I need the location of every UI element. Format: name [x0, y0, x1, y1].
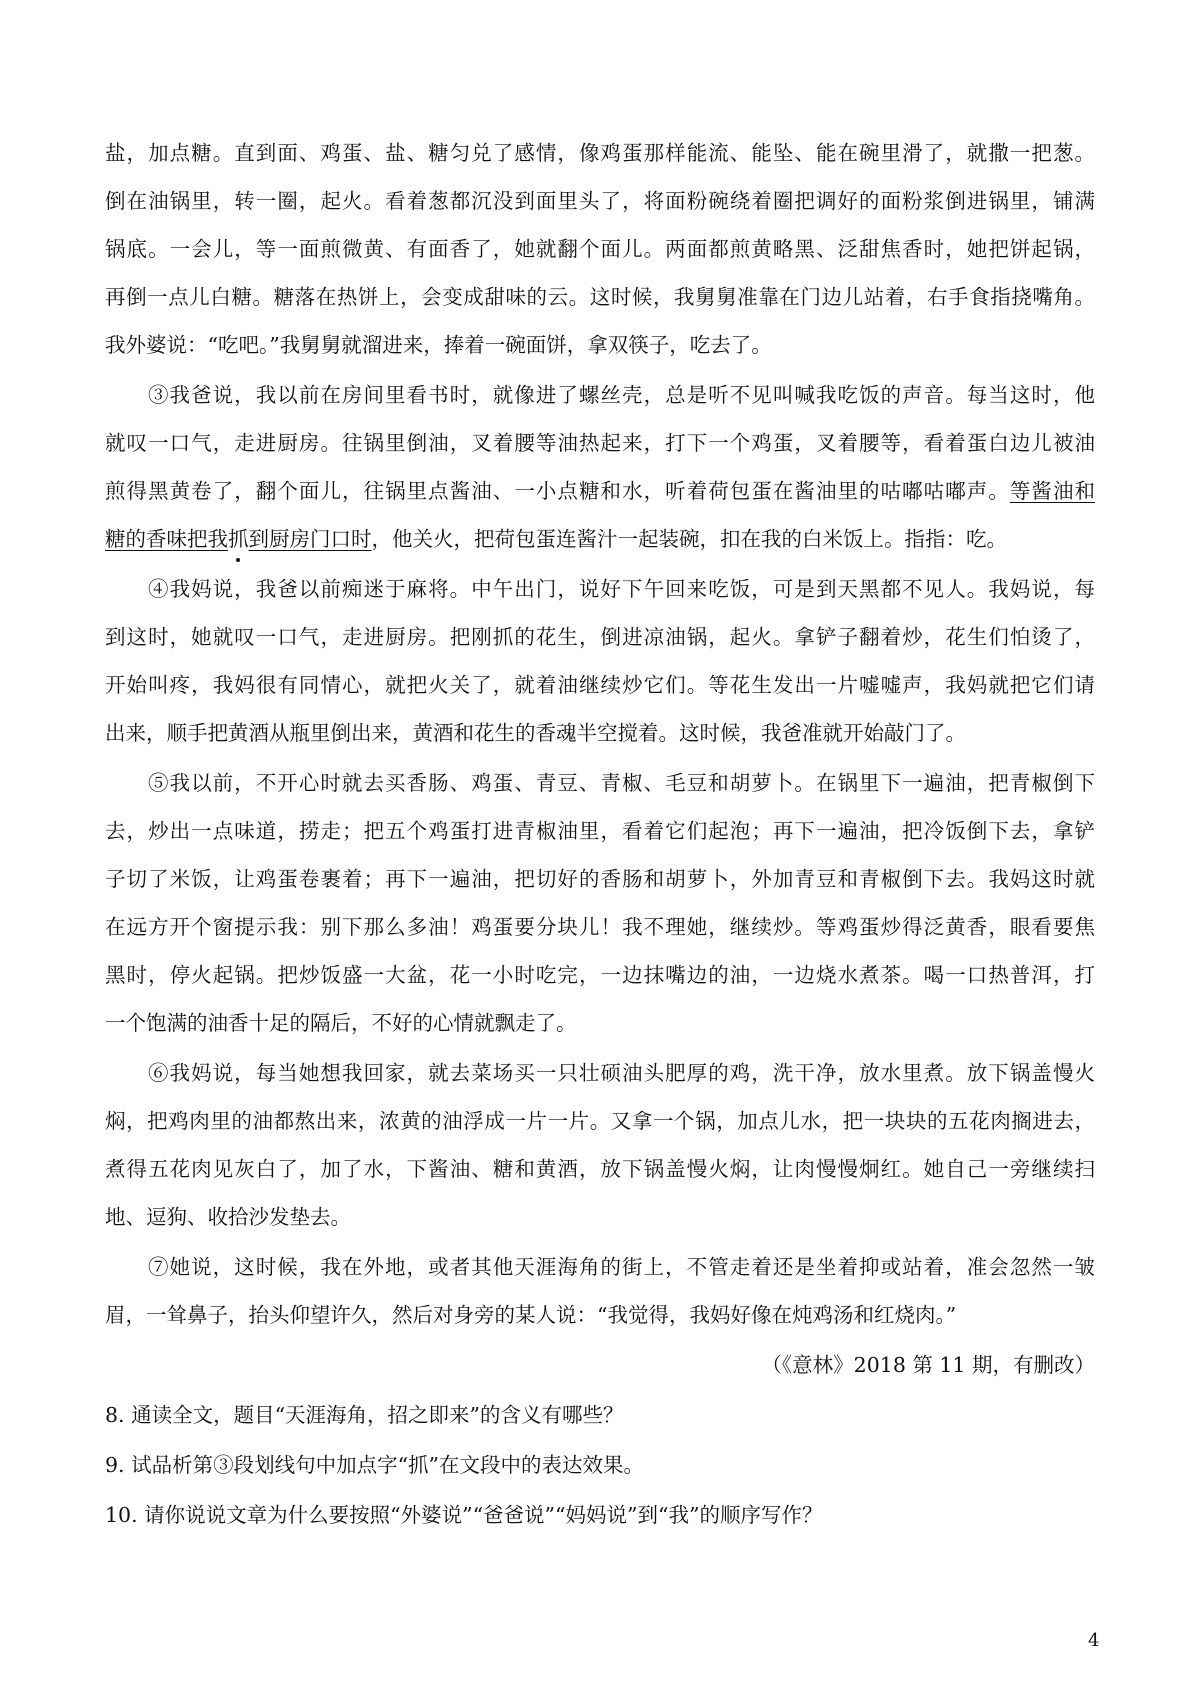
p4-line-4: 出来，顺手把黄酒从瓶里倒出来，黄酒和花生的香魂半空搅着。这时候，我爸准就开始敲门了。 — [105, 721, 966, 745]
p5-line-6: 一个饱满的油香十足的隔后，不好的心情就飘走了。 — [105, 1011, 577, 1035]
p3-line-3 — [105, 477, 1095, 505]
p4-line-1: ④我妈说，我爸以前痴迷于麻将。中午出门，说好下午回来吃饭，可是到天黑都不见人。我妈说，每 — [148, 577, 1095, 601]
p6-line-2: 焖，把鸡肉里的油都熬出来，浓黄的油浮成一片一片。又拿一个锅，加点儿水，把一块块的五花肉搁进去， — [105, 1109, 1095, 1133]
p5-line-5: 黑时，停火起锅。把炒饭盛一大盆，花一小时吃完，一边抹嘴边的油，一边烧水煮茶。喝一口热普洱，打 — [105, 963, 1095, 987]
p7-line-1: ⑦她说，这时候，我在外地，或者其他天涯海角的街上，不管走着还是坐着抑或站着，准会忽然一皱 — [148, 1255, 1095, 1279]
p6-line-1: ⑥我妈说，每当她想我回家，就去菜场买一只壮硕油头肥厚的鸡，洗干净，放水里煮。放下锅盖慢火 — [148, 1061, 1095, 1085]
p7-line-2: 眉，一耸鼻子，抬头仰望许久，然后对身旁的某人说：“我觉得，我妈好像在炖鸡汤和红烧肉。” — [105, 1303, 957, 1327]
p2-line-4: 再倒一点儿白糖。糖落在热饼上，会变成甜味的云。这时候，我舅舅准靠在门边儿站着，右手食指挠嘴角。 — [105, 285, 1095, 309]
p6-line-3: 煮得五花肉见灰白了，加了水，下酱油、糖和黄酒，放下锅盖慢火焖，让肉慢慢炯红。她自己一旁继续扫 — [105, 1157, 1095, 1181]
p6-line-4: 地、逗狗、收拾沙发垫去。 — [105, 1205, 351, 1229]
p5-line-3: 子切了米饭，让鸡蛋卷裹着；再下一遍油，把切好的香肠和胡萝卜，外加青豆和青椒倒下去。我妈这时就 — [105, 867, 1095, 891]
p2-line-2: 倒在油锅里，转一圈，起火。看着葱都沉没到面里头了，将面粉碗绕着圈把调好的面粉浆倒进锅里，铺满 — [105, 189, 1095, 213]
underlined-sentence-start: 等酱油和 — [1009, 479, 1096, 503]
p3-line-1: ③我爸说，我以前在房间里看书时，就像进了螺丝壳，总是听不见叫喊我吃饭的声音。每当这时，他 — [148, 383, 1095, 407]
p2-line-1: 盐，加点糖。直到面、鸡蛋、盐、糖匀兑了感情，像鸡蛋那样能流、能坠、能在碗里滑了，就撒一把葱。 — [105, 141, 1095, 165]
underlined-part-a: 糖的香味把我 — [105, 527, 228, 551]
question-8: 8. 通读全文，题目“天涯海角，招之即来”的含义有哪些？ — [105, 1403, 624, 1427]
p2-line-3: 锅底。一会儿，等一面煎微黄、有面香了，她就翻个面儿。两面都煎黄略黑、泛甜焦香时，她把饼起锅， — [105, 237, 1095, 261]
p5-line-2: 去，炒出一点味道，捞走；把五个鸡蛋打进青椒油里，看着它们起泡；再下一遍油，把冷饭倒下去，拿铲 — [105, 819, 1095, 843]
source-citation: （《意林》2018 第 11 期，有删改） — [761, 1353, 1095, 1377]
p3-line-4 — [105, 525, 1095, 553]
p4-line-3: 开始叫疼，我妈很有同情心，就把火关了，就着油继续炒它们。等花生发出一片嘘嘘声，我妈就把它们请 — [105, 673, 1095, 697]
p4-line-2: 到这时，她就叹一口气，走进厨房。把刚抓的花生，倒进凉油锅，起火。拿铲子翻着炒，花生们怕烫了， — [105, 625, 1095, 649]
underlined-sentence — [105, 527, 372, 551]
p5-line-4: 在远方开个窗提示我：别下那么多油！鸡蛋要分块儿！我不理她，继续炒。等鸡蛋炒得泛黄香，眼看要焦 — [105, 915, 1095, 939]
question-9: 9. 试品析第③段划线句中加点字“抓”在文段中的表达效果。 — [105, 1453, 645, 1477]
p2-line-5: 我外婆说：“吃吧。”我舅舅就溜进来，捧着一碗面饼，拿双筷子，吃去了。 — [105, 333, 772, 357]
p3-line-3-text: 煎得黑黄卷了，翻个面儿，往锅里点酱油、一小点糖和水，听着荷包蛋在酱油里的咕嘟咕嘟声。 — [105, 479, 1010, 503]
page-number: 4 — [1088, 1630, 1100, 1651]
dotted-character: 抓 — [228, 527, 249, 551]
p5-line-1: ⑤我以前，不开心时就去买香肠、鸡蛋、青豆、青椒、毛豆和胡萝卜。在锅里下一遍油，把青椒倒下 — [148, 771, 1095, 795]
p3-line-2: 就叹一口气，走进厨房。往锅里倒油，叉着腰等油热起来，打下一个鸡蛋，叉着腰等，看着蛋白边儿被油 — [105, 431, 1095, 455]
question-10: 10. 请你说说文章为什么要按照“外婆说”“爸爸说”“妈妈说”到“我”的顺序写作？ — [105, 1503, 823, 1527]
underlined-part-b: 到厨房门口时 — [248, 527, 372, 551]
p3-line-4-rest: ，他关火，把荷包蛋连酱汁一起装碗，扣在我的白米饭上。指指：吃。 — [371, 527, 1007, 551]
